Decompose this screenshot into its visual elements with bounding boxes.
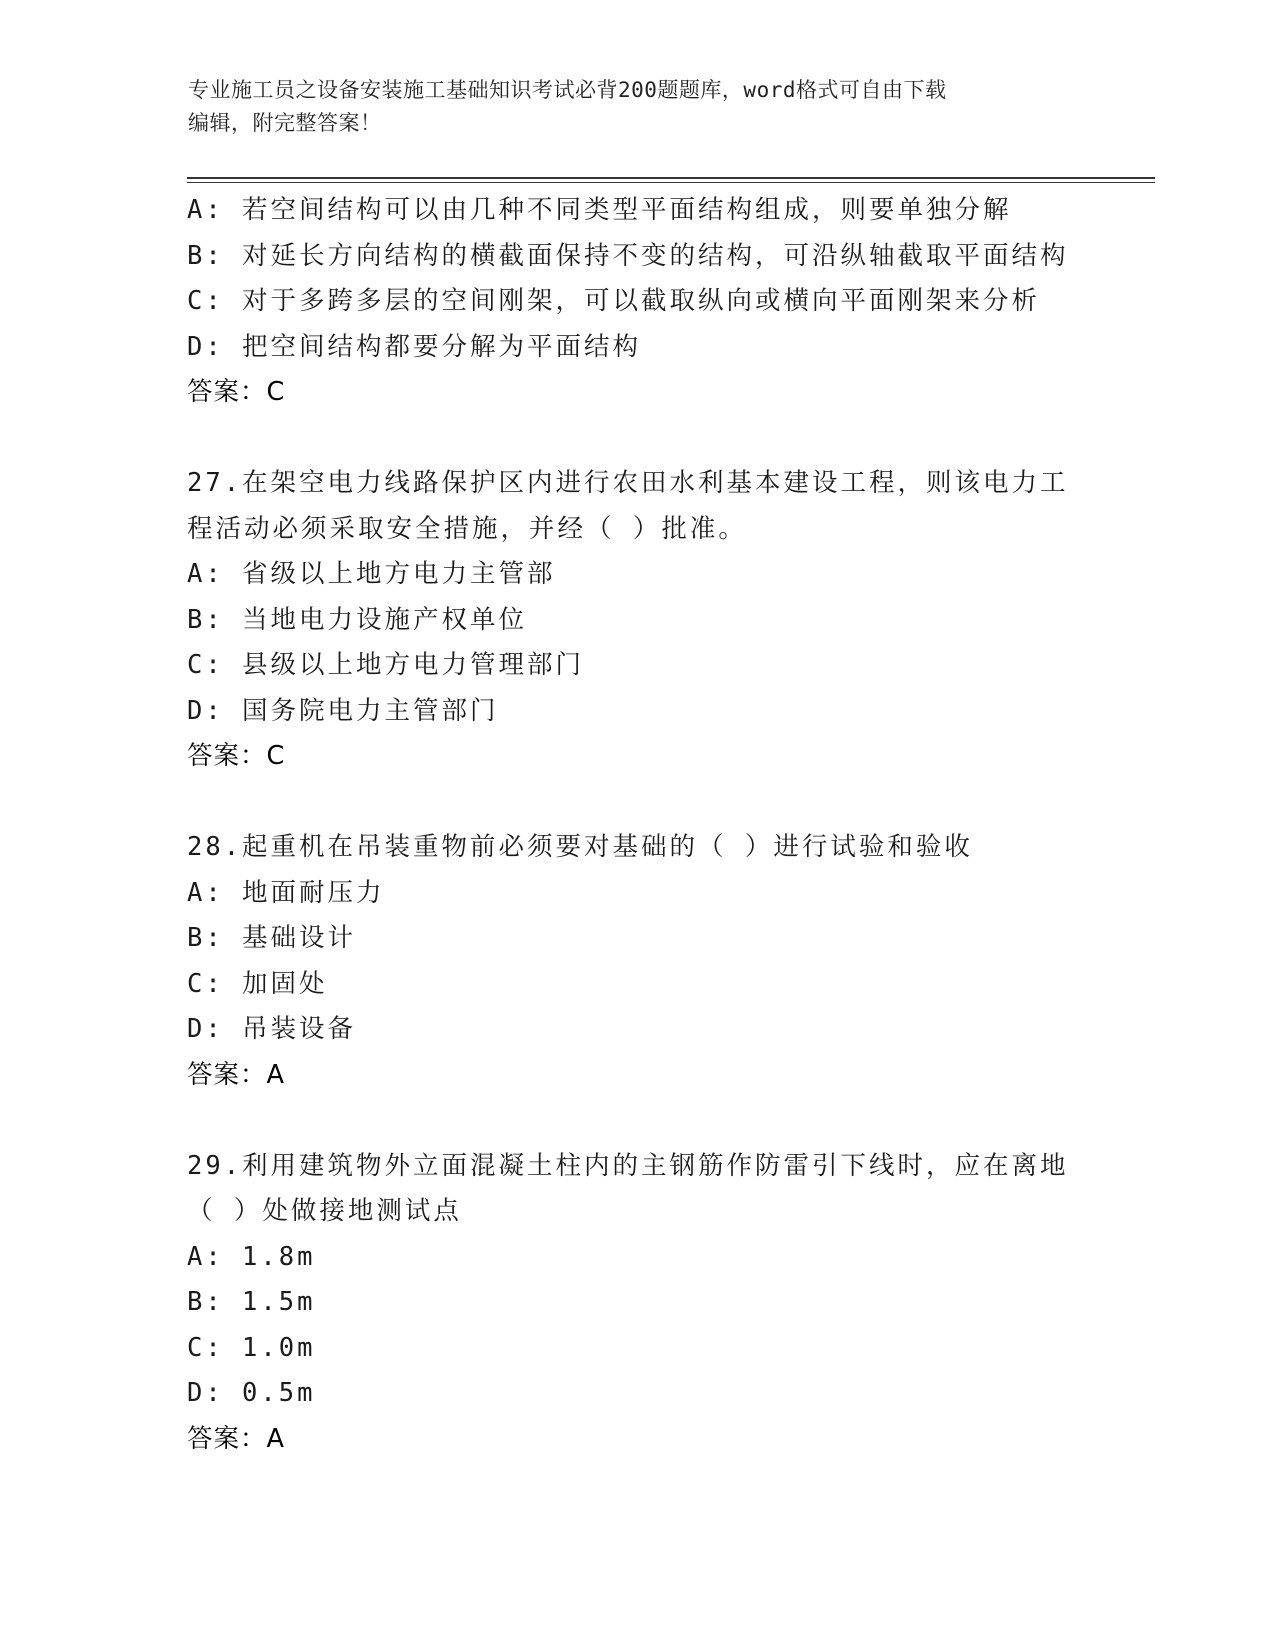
question-29 [187, 1144, 1087, 1463]
header-divider-thin [187, 182, 1155, 183]
option-c: C: 加固处 [187, 968, 328, 999]
option-a: A: 地面耐压力 [187, 877, 385, 908]
option-b: B: 对延长方向结构的横截面保持不变的结构，可沿纵轴截取平面结构 [187, 240, 1069, 271]
option-d: D: 吊装设备 [187, 1014, 357, 1044]
answer-line: 答案：C [187, 741, 286, 771]
option-a: A: 省级以上地方电力主管部 [187, 559, 556, 589]
question-27 [187, 461, 1087, 780]
option-b: B: 基础设计 [187, 923, 357, 953]
option-a: A: 1.8m [187, 1241, 316, 1272]
question-stem-line-1: 28.起重机在吊装重物前必须要对基础的（ ）进行试验和验收 [187, 832, 973, 862]
question-stem-line-1: 27.在架空电力线路保护区内进行农田水利基本建设工程，则该电力工 [187, 468, 1069, 498]
spacer [187, 780, 1087, 826]
option-d: D: 把空间结构都要分解为平面结构 [187, 331, 642, 362]
option-b: B: 当地电力设施产权单位 [187, 604, 528, 635]
spacer [187, 1098, 1087, 1144]
question-26 [187, 188, 1087, 416]
header-title-line-1: 专业施工员之设备安装施工基础知识考试必背200题题库，word格式可自由下载 [188, 78, 947, 102]
option-a: A: 若空间结构可以由几种不同类型平面结构组成，则要单独分解 [187, 195, 1012, 225]
answer-line: 答案：A [187, 1423, 285, 1454]
option-d: D: 国务院电力主管部门 [187, 695, 499, 726]
answer-line: 答案：C [187, 377, 286, 407]
question-28 [187, 825, 1087, 1098]
question-content [187, 188, 1087, 1462]
answer-line: 答案：A [187, 1059, 285, 1090]
document-header [188, 74, 1078, 140]
option-c: C: 对于多跨多层的空间刚架，可以截取纵向或横向平面刚架来分析 [187, 286, 1041, 316]
question-stem-line-1: 29.利用建筑物外立面混凝土柱内的主钢筋作防雷引下线时，应在离地 [187, 1150, 1069, 1181]
option-d: D: 0.5m [187, 1378, 316, 1408]
header-divider-thick [187, 177, 1155, 179]
spacer [187, 416, 1087, 462]
question-stem-line-2: 程活动必须采取安全措施，并经（ ）批准。 [187, 513, 747, 544]
option-c: C: 县级以上地方电力管理部门 [187, 650, 585, 680]
option-b: B: 1.5m [187, 1287, 316, 1317]
question-stem-line-2: （ ）处做接地测试点 [187, 1196, 462, 1226]
header-title-line-2: 编辑，附完整答案！ [188, 111, 382, 135]
option-c: C: 1.0m [187, 1332, 316, 1363]
